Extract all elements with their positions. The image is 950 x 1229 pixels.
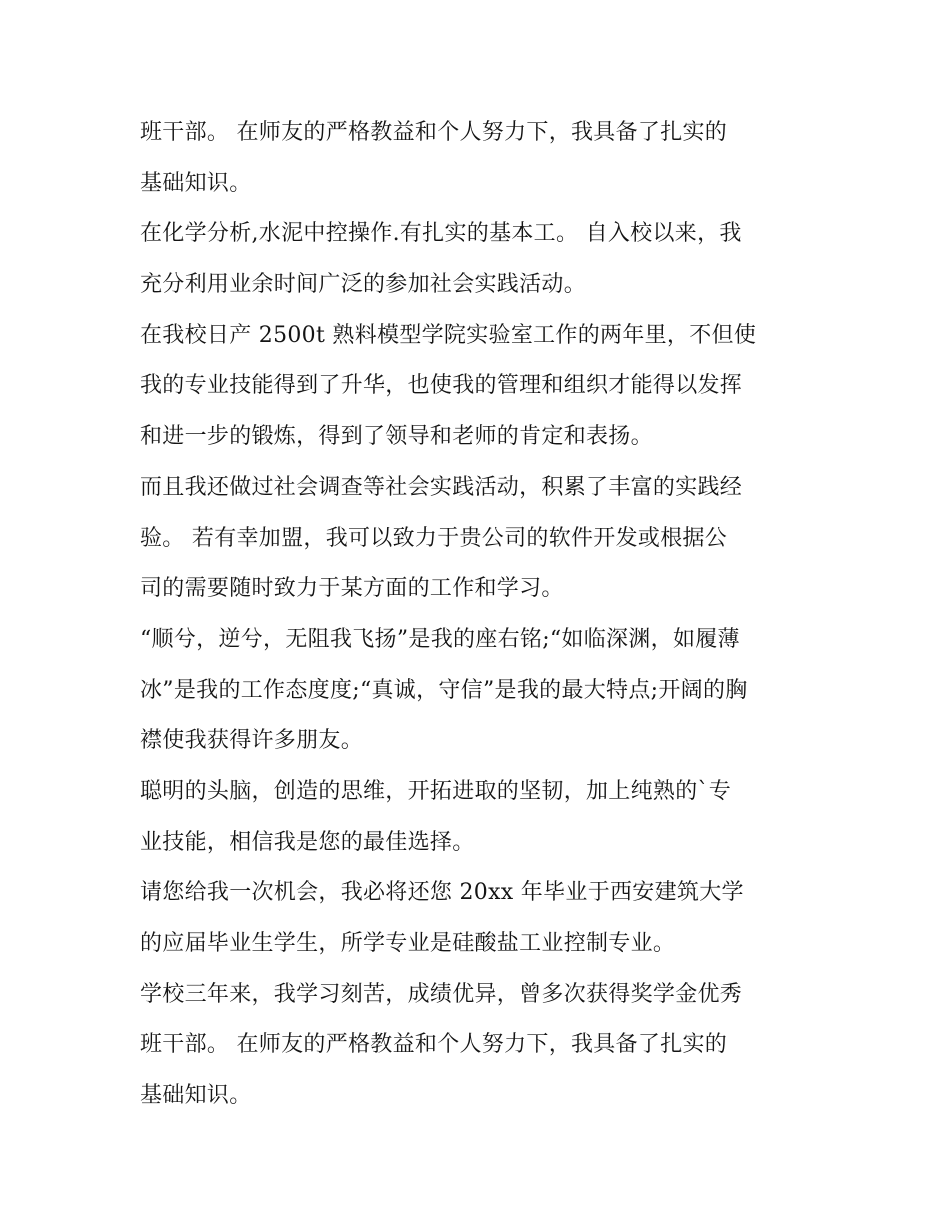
text-line: 验。 若有幸加盟，我可以致力于贵公司的软件开发或根据公 [140, 525, 728, 551]
text-line: 业技能，相信我是您的最佳选择。 [140, 829, 475, 855]
text-line: 充分利用业余时间广泛的参加社会实践活动。 [140, 272, 587, 298]
text-line: 冰”是我的工作态度度;“真诚，守信”是我的最大特点;开阔的胸 [140, 677, 748, 703]
text-line: 聪明的头脑，创造的思维，开拓进取的坚韧，加上纯熟的`专 [140, 778, 732, 804]
text-line: 班干部。 在师友的严格教益和个人努力下，我具备了扎实的 [140, 120, 728, 145]
text-line: 我的专业技能得到了升华，也使我的管理和组织才能得以发挥 [140, 373, 743, 399]
text-line: 在化学分析,水泥中控操作.有扎实的基本工。 自入校以来，我 [140, 221, 742, 247]
text-line: 的应届毕业生学生，所学专业是硅酸盐工业控制专业。 [140, 931, 676, 956]
text-line: 基础知识。 [140, 1083, 252, 1109]
text-line: 司的需要随时致力于某方面的工作和学习。 [140, 576, 564, 602]
text-line: 而且我还做过社会调查等社会实践活动，积累了丰富的实践经 [140, 474, 743, 500]
text-line: 在我校日产 2500t 熟料模型学院实验室工作的两年里，不但使 [140, 322, 757, 348]
text-line: 班干部。 在师友的严格教益和个人努力下，我具备了扎实的 [140, 1032, 728, 1058]
text-line: 襟使我获得许多朋友。 [140, 728, 364, 754]
document-body [140, 108, 820, 1122]
text-line: 基础知识。 [140, 170, 252, 196]
text-line: 和进一步的锻炼，得到了领导和老师的肯定和表扬。 [140, 424, 653, 450]
text-line: “顺兮，逆兮，无阻我飞扬”是我的座右铭;“如临深渊，如履薄 [140, 626, 740, 652]
text-line: 请您给我一次机会，我必将还您 20xx 年毕业于西安建筑大学 [140, 880, 744, 906]
text-line: 学校三年来，我学习刻苦，成绩优异，曾多次获得奖学金优秀 [140, 981, 743, 1007]
